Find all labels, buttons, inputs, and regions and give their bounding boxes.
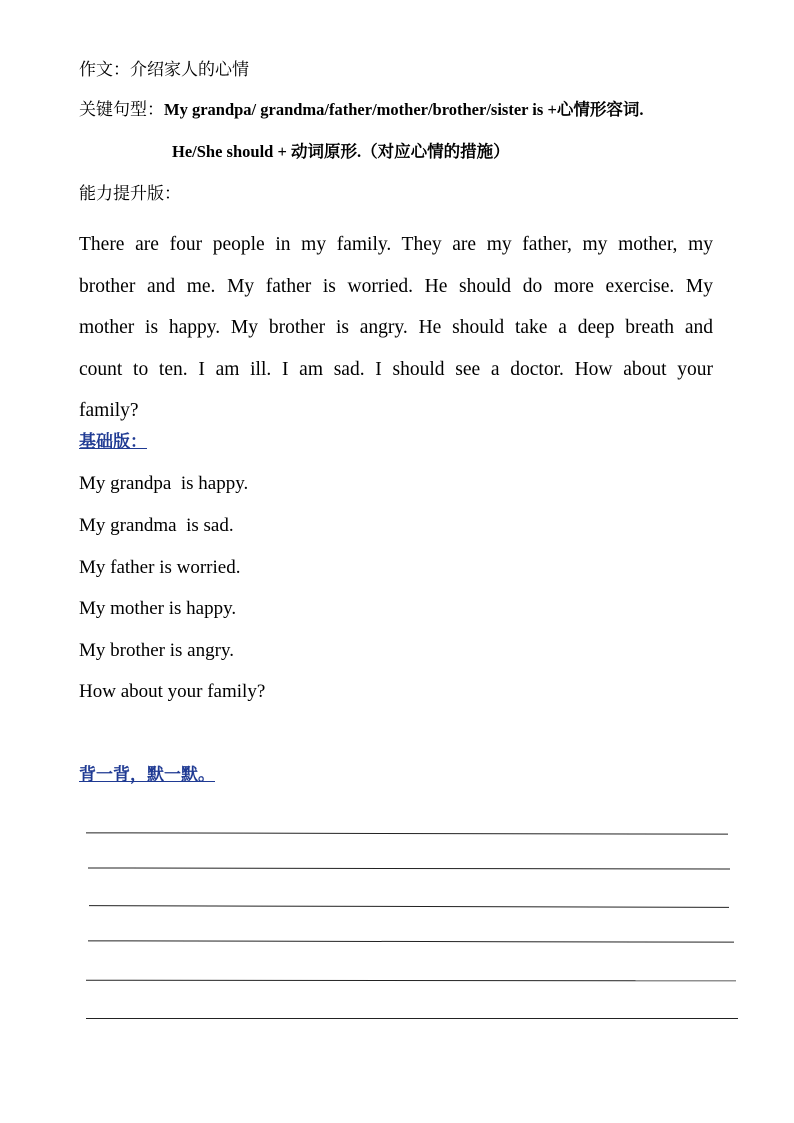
paragraph-line: mother is happy. My brother is angry. He should take a deep breath and — [79, 317, 713, 338]
key-pattern-zh-1: 心情形容词. — [556, 100, 644, 119]
page-title: 作文：介绍家人的心情 — [79, 60, 249, 79]
basic-sentence: My grandma is sad. — [79, 515, 234, 536]
key-pattern-zh-2: 动词原形.（对应心情的措施） — [290, 142, 510, 161]
advanced-paragraph — [79, 224, 713, 432]
key-pattern-line-2 — [172, 140, 510, 164]
basic-sentence: How about your family? — [79, 681, 266, 702]
writing-line[interactable] — [86, 832, 728, 834]
key-pattern-en-1: My grandpa/ grandma/father/mother/brother/sister is + — [164, 100, 557, 119]
recite-label: 背一背，默一默。 — [79, 765, 215, 784]
paragraph-line: brother and me. My father is worried. He should do more exercise. My — [79, 275, 713, 297]
writing-line[interactable] — [88, 867, 730, 869]
paragraph-line: There are four people in my family. They are my father, my mother, my — [79, 234, 713, 255]
basic-sentence: My brother is angry. — [79, 640, 234, 661]
key-pattern-en-2: He/She should + — [172, 142, 291, 161]
paragraph-line: family? — [79, 400, 139, 421]
basic-sentence: My father is worried. — [79, 557, 241, 578]
writing-line[interactable] — [86, 980, 736, 982]
basic-label: 基础版： — [79, 432, 147, 451]
writing-line[interactable] — [89, 905, 729, 908]
basic-sentence: My mother is happy. — [79, 598, 237, 619]
key-pattern-label: 关键句型： — [79, 100, 164, 119]
writing-line[interactable] — [88, 940, 734, 942]
basic-sentence: My grandpa is happy. — [79, 473, 249, 494]
writing-line[interactable] — [86, 1018, 738, 1019]
key-pattern-line-1 — [79, 98, 643, 122]
paragraph-line: count to ten. I am ill. I am sad. I should see a doctor. How about your — [79, 358, 713, 380]
advanced-label: 能力提升版： — [79, 184, 181, 203]
